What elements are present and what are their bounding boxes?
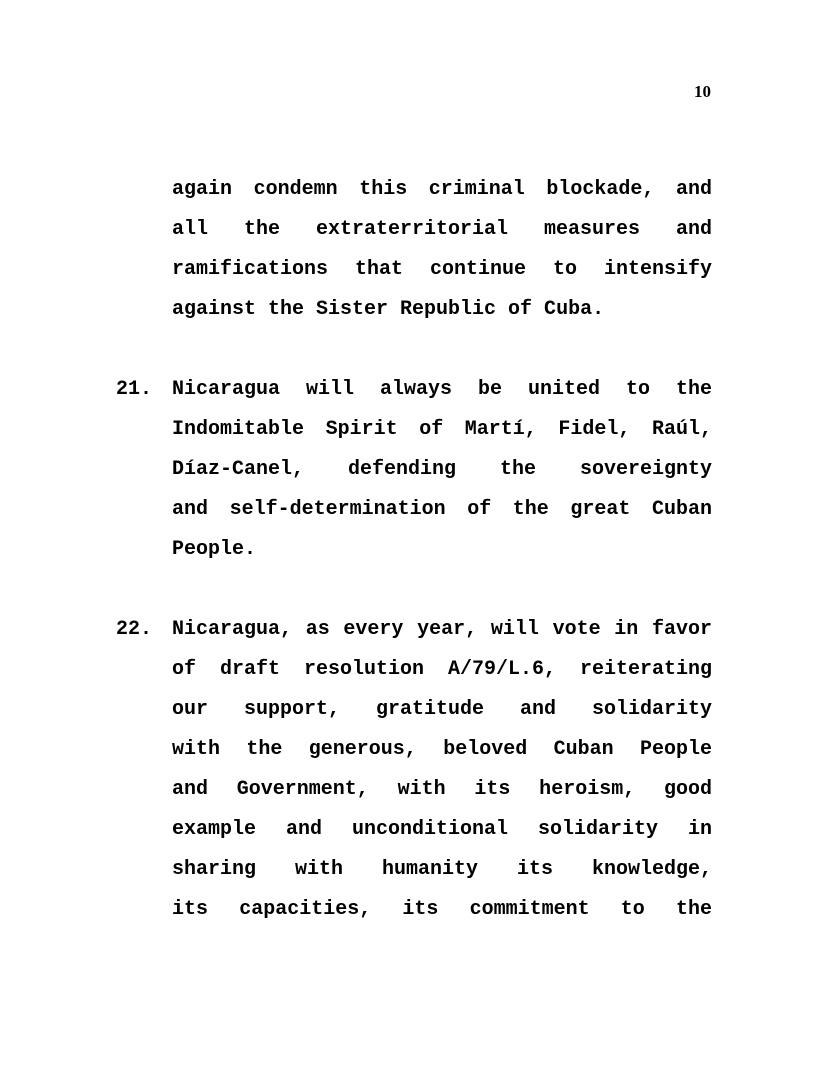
paragraph-21: [116, 370, 712, 570]
text-line: People.: [172, 538, 257, 561]
paragraph-number: 21.: [116, 378, 153, 401]
paragraph-number: [116, 170, 172, 330]
text-line: its capacities, its commitment to the: [172, 898, 712, 921]
text-line: and self-determination of the great Cuban: [172, 498, 712, 521]
text-line: all the extraterritorial measures and: [172, 218, 712, 241]
paragraph-22: [116, 610, 712, 930]
text-line: ramifications that continue to intensify: [172, 258, 712, 281]
paragraph-text: [172, 610, 712, 930]
text-line: with the generous, beloved Cuban People: [172, 738, 712, 761]
paragraph-text: [172, 370, 712, 570]
page-number: 10: [694, 82, 711, 101]
text-line: example and unconditional solidarity in: [172, 818, 712, 841]
text-line: Nicaragua will always be united to the: [172, 378, 712, 401]
text-line: our support, gratitude and solidarity: [172, 698, 712, 721]
text-line: of draft resolution A/79/L.6, reiterating: [172, 658, 712, 681]
document-body: [116, 170, 712, 930]
paragraph-continuation: [116, 170, 712, 330]
paragraph-text: [172, 170, 712, 330]
text-line: again condemn this criminal blockade, and: [172, 178, 712, 201]
paragraph-number: 22.: [116, 618, 153, 641]
text-line: sharing with humanity its knowledge,: [172, 858, 712, 881]
text-line: and Government, with its heroism, good: [172, 778, 712, 801]
text-line: Díaz-Canel, defending the sovereignty: [172, 458, 712, 481]
text-line: Indomitable Spirit of Martí, Fidel, Raúl,: [172, 418, 712, 441]
text-line: Nicaragua, as every year, will vote in favor: [172, 618, 712, 641]
text-line: against the Sister Republic of Cuba.: [172, 298, 605, 321]
